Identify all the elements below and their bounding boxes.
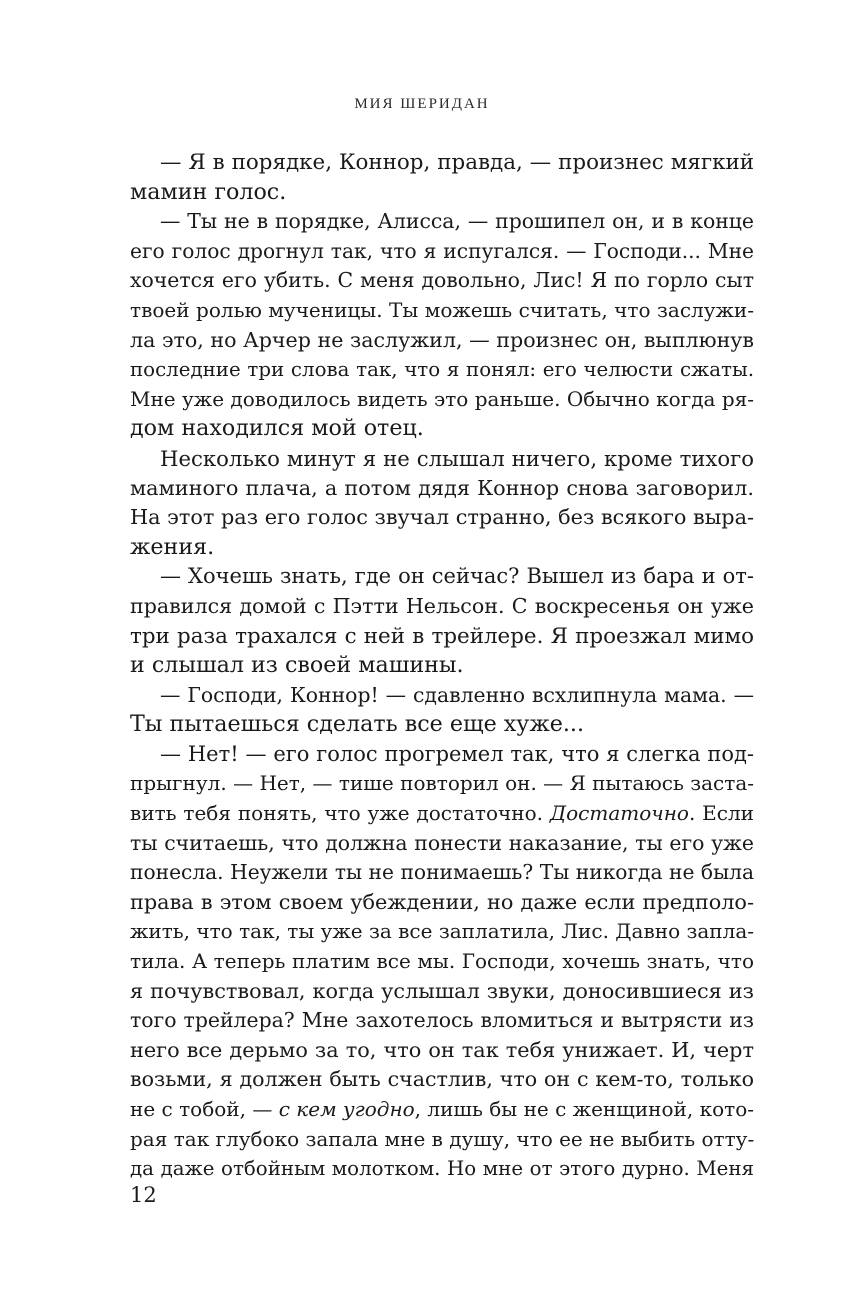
text-line: возьми, я должен быть счастлив, что он с кем-то, только xyxy=(130,1067,754,1092)
text-line: тила. А теперь платим все мы. Господи, хочешь знать, что xyxy=(130,949,754,974)
text-line: — Ты не в порядке, Алисса, — прошипел он, и в конце xyxy=(160,209,754,234)
text-line: На этот раз его голос звучал странно, без всякого выра- xyxy=(130,505,754,530)
text-line: да даже отбойным молотком. Но мне от этого дурно. Меня xyxy=(130,1157,754,1181)
page-number: 12 xyxy=(130,1183,157,1207)
text-line: твоей ролью мученицы. Ты можешь считать, что заслужи- xyxy=(130,297,754,322)
text-line: — Хочешь знать, где он сейчас? Вышел из бара и от- xyxy=(160,564,754,589)
text-segment: . Если xyxy=(688,801,754,826)
text-line: рая так глубоко запала мне в душу, что ее не выбить отту- xyxy=(130,1126,755,1151)
text-line: Несколько минут я не слышал ничего, кроме тихого xyxy=(160,445,754,471)
text-line: последние три слова так, что я понял: его челюсти сжаты. xyxy=(130,358,754,382)
text-line: — Господи, Коннор! — сдавленно всхлипнула мама. — xyxy=(160,682,754,707)
text-line: того трейлера? Мне захотелось вломиться и вытрясти из xyxy=(130,1008,754,1033)
running-head: МИЯ ШЕРИДАН xyxy=(354,96,490,112)
text-line: хочется его убить. С меня довольно, Лис! Я по горло сыт xyxy=(130,268,754,293)
italic-emphasis: с кем угодно xyxy=(278,1097,415,1121)
text-line: жить, что так, ты уже за все заплатила, Лис. Давно запла- xyxy=(130,919,755,944)
text-line: него все дерьмо за то, что он так тебя унижает. И, черт xyxy=(130,1037,754,1062)
text-line: три раза трахался с ней в трейлере. Я проезжал мимо xyxy=(130,623,754,649)
text-segment: не с тобой, — xyxy=(130,1097,279,1121)
text-line: дом находился мой отец. xyxy=(130,415,424,442)
text-line: правился домой с Пэтти Нельсон. С воскресенья он уже xyxy=(130,593,754,618)
text-line: ла это, но Арчер не заслужил, — произнес он, выплюнув xyxy=(130,327,754,352)
text-line: прыгнул. — Нет, — тише повторил он. — Я пытаюсь заста- xyxy=(130,771,754,796)
text-line: я почувствовал, когда услышал звуки, доносившиеся из xyxy=(130,978,754,1003)
text-segment: вить тебя понять, что уже достаточно. xyxy=(130,801,550,826)
text-line: мамин голос. xyxy=(130,178,287,205)
text-line: и слышал из своей машины. xyxy=(130,652,464,679)
text-line: жения. xyxy=(130,533,215,560)
text-line: его голос дрогнул так, что я испугался. — Господи... Мне xyxy=(130,238,754,263)
text-line xyxy=(130,1095,754,1125)
text-line: Мне уже доводилось видеть это раньше. Обычно когда ря- xyxy=(130,386,754,411)
text-line: Ты пытаешься сделать все еще хуже... xyxy=(130,711,585,738)
text-line xyxy=(130,799,754,829)
text-line: ты считаешь, что должна понести наказание, ты его уже xyxy=(130,830,754,855)
text-line: понесла. Неужели ты не понимаешь? Ты никогда не была xyxy=(130,860,754,885)
italic-emphasis: Достаточно xyxy=(549,801,689,826)
text-line: права в этом своем убеждении, но даже если предполо- xyxy=(130,889,754,914)
text-segment: , лишь бы не с женщиной, кото- xyxy=(414,1097,755,1121)
text-line: маминого плача, а потом дядя Коннор снова заговорил. xyxy=(130,475,754,500)
text-line: — Нет! — его голос прогремел так, что я слегка под- xyxy=(160,741,754,766)
text-line: — Я в порядке, Коннор, правда, — произнес мягкий xyxy=(160,150,754,175)
body-text xyxy=(130,148,754,1184)
